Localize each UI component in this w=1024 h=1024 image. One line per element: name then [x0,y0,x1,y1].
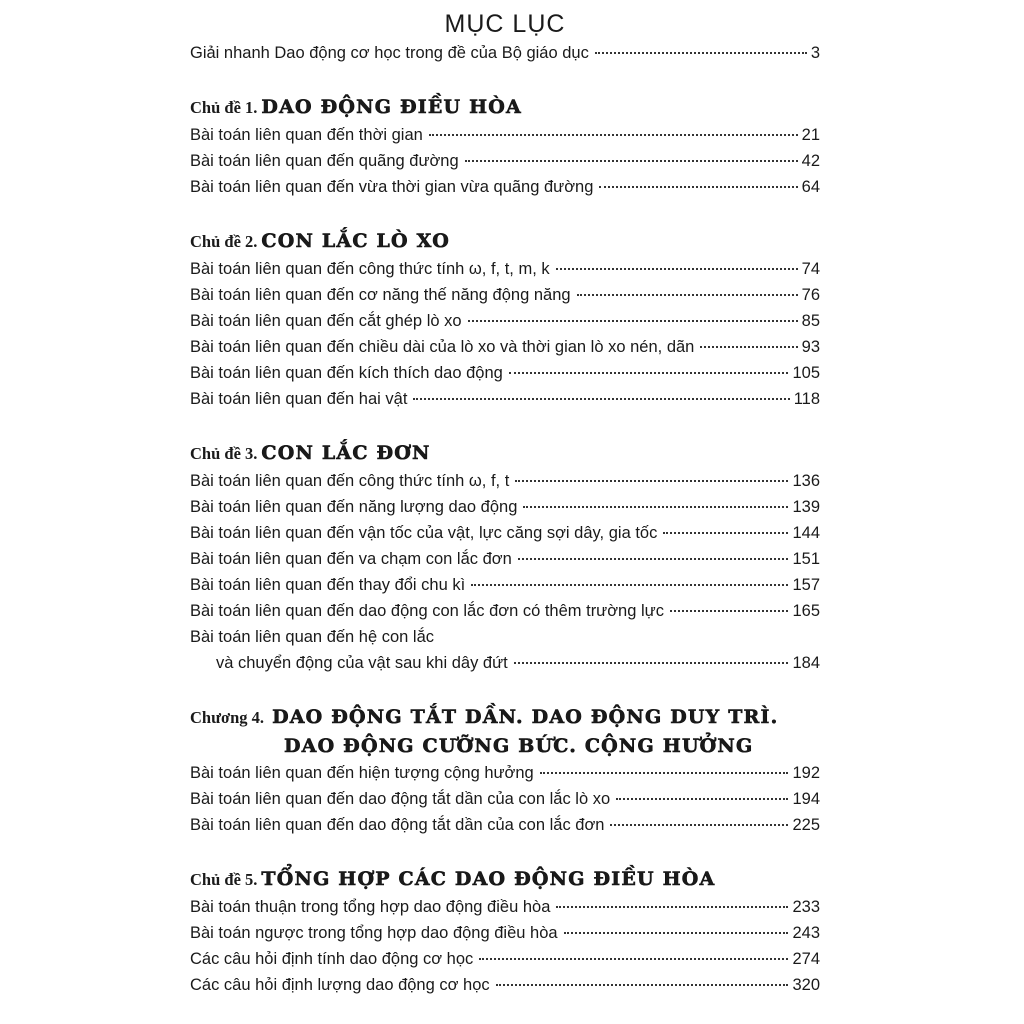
section-prefix: Chủ đề 3. [190,444,258,463]
toc-entry [190,920,820,946]
section-heading [190,864,820,894]
table-of-contents [190,8,820,998]
dot-leader [599,186,797,188]
section-spacer [190,66,820,92]
toc-sections [190,66,820,998]
dot-leader [577,294,798,296]
toc-entry-page: 144 [792,524,820,542]
toc-entry-page: 21 [801,126,820,144]
dot-leader [413,398,789,400]
section-spacer [190,200,820,226]
toc-entry-text: Bài toán liên quan đến dao động tắt dần của con lắc đơn [190,816,605,834]
toc-entry-text: Bài toán liên quan đến công thức tính ω, f, t, m, k [190,260,550,278]
toc-entry [190,812,820,838]
toc-entry [190,650,820,676]
section-prefix: Chương 4. [190,708,265,727]
toc-entry [190,494,820,520]
toc-entry-page: 165 [792,602,820,620]
toc-entry-text: Bài toán liên quan đến hệ con lắc [190,628,435,646]
dot-leader [610,824,788,826]
toc-entry-text: Bài toán liên quan đến kích thích dao động [190,364,503,382]
toc-entry-page: 320 [792,976,820,994]
section-heading [190,438,820,468]
toc-entry [190,786,820,812]
dot-leader [514,662,789,664]
toc-entry [190,572,820,598]
toc-entry-text: Bài toán ngược trong tổng hợp dao động điều hòa [190,924,558,942]
toc-entry-page: 192 [792,764,820,782]
dot-leader [429,134,798,136]
toc-entry-text: Bài toán liên quan đến vừa thời gian vừa quãng đường [190,178,594,196]
dot-leader [518,558,789,560]
toc-entry-text: Bài toán liên quan đến năng lượng dao động [190,498,518,516]
toc-entry-text: Bài toán thuận trong tổng hợp dao động điều hòa [190,898,551,916]
dot-leader [616,798,788,800]
section-heading-line2 [190,732,820,760]
section-prefix: Chủ đề 2. [190,232,258,251]
toc-entry-text: Bài toán liên quan đến cắt ghép lò xo [190,312,462,330]
toc-entry-text: Bài toán liên quan đến dao động con lắc đơn có thêm trường lực [190,602,664,620]
toc-entry-page: 225 [792,816,820,834]
toc-entry [190,148,820,174]
section-heading [190,92,820,122]
dot-leader [523,506,788,508]
dot-leader [465,160,798,162]
section-title: DAO ĐỘNG TẮT DẦN. DAO ĐỘNG DUY TRÌ. [272,706,779,728]
toc-entry-text: Bài toán liên quan đến hai vật [190,390,408,408]
toc-entry-page: 85 [801,312,820,330]
toc-entry-intro [190,40,820,66]
dot-leader [509,372,789,374]
dot-leader [564,932,789,934]
toc-entry [190,122,820,148]
dot-leader [670,610,789,612]
toc-entry-text: Bài toán liên quan đến thời gian [190,126,423,144]
dot-leader [496,984,789,986]
toc-entry [190,546,820,572]
toc-entry-text: Bài toán liên quan đến cơ năng thế năng động năng [190,286,571,304]
toc-entry-page: 157 [792,576,820,594]
toc-entry-text: Bài toán liên quan đến quãng đường [190,152,459,170]
toc-entry [190,308,820,334]
section-spacer [190,676,820,702]
section-title: CON LẮC ĐƠN [261,442,431,464]
toc-entry-page: 118 [793,390,820,408]
page-title: MỤC LỤC [444,10,566,38]
toc-entry-page: 151 [792,550,820,568]
toc-entry-page: 93 [801,338,820,356]
toc-entry-page: 64 [801,178,820,196]
section-heading [190,702,820,732]
dot-leader [663,532,788,534]
toc-entry [190,256,820,282]
toc-entry-page: 42 [801,152,820,170]
toc-entry-page: 76 [801,286,820,304]
section-spacer [190,838,820,864]
dot-leader [468,320,798,322]
toc-entry [190,624,820,650]
toc-entry-page: 184 [792,654,820,672]
dot-leader [700,346,797,348]
section-heading [190,226,820,256]
dot-leader [540,772,789,774]
dot-leader [479,958,788,960]
section-title: DAO ĐỘNG ĐIỀU HÒA [261,96,522,118]
toc-entry [190,468,820,494]
toc-entry-page: 274 [792,950,820,968]
section-title: TỔNG HỢP CÁC DAO ĐỘNG ĐIỀU HÒA [261,868,716,890]
section-prefix: Chủ đề 5. [190,870,258,889]
toc-entry-text: Bài toán liên quan đến công thức tính ω, f, t [190,472,510,490]
toc-entry [190,520,820,546]
section-prefix: Chủ đề 1. [190,98,258,117]
toc-entry-text: và chuyển động của vật sau khi dây đứt [216,654,508,672]
toc-entry-text: Giải nhanh Dao động cơ học trong đề của Bộ giáo dục [190,44,589,62]
toc-entry-page: 74 [801,260,820,278]
toc-entry [190,894,820,920]
dot-leader [595,52,807,54]
section-spacer [190,412,820,438]
toc-entry-text: Bài toán liên quan đến vận tốc của vật, lực căng sợi dây, gia tốc [190,524,658,542]
toc-entry-page: 136 [792,472,820,490]
toc-entry-page: 105 [792,364,820,382]
toc-entry-page: 243 [792,924,820,942]
dot-leader [515,480,788,482]
toc-entry-page: 194 [792,790,820,808]
toc-entry-text: Bài toán liên quan đến chiều dài của lò xo và thời gian lò xo nén, dãn [190,338,695,356]
toc-entry-page: 3 [810,44,820,62]
toc-entry [190,282,820,308]
toc-entry-text: Các câu hỏi định lượng dao động cơ học [190,976,490,994]
toc-entry [190,760,820,786]
toc-entry-text: Bài toán liên quan đến thay đổi chu kì [190,576,466,594]
toc-entry-page: 233 [792,898,820,916]
toc-entry [190,598,820,624]
toc-entry [190,360,820,386]
dot-leader [556,906,788,908]
toc-entry-text: Bài toán liên quan đến dao động tắt dần của con lắc lò xo [190,790,611,808]
toc-entry [190,386,820,412]
toc-entry-text: Bài toán liên quan đến hiện tượng cộng hưởng [190,764,534,782]
toc-entry-text: Các câu hỏi định tính dao động cơ học [190,950,474,968]
toc-entry [190,946,820,972]
toc-entry-text: Bài toán liên quan đến va chạm con lắc đơn [190,550,512,568]
section-title: CON LẮC LÒ XO [261,230,450,252]
toc-entry [190,174,820,200]
toc-entry-page: 139 [792,498,820,516]
section-title-line2: DAO ĐỘNG CƯỠNG BỨC. CỘNG HƯỞNG [284,735,754,757]
dot-leader [556,268,798,270]
dot-leader [471,584,788,586]
toc-entry [190,972,820,998]
toc-entry [190,334,820,360]
